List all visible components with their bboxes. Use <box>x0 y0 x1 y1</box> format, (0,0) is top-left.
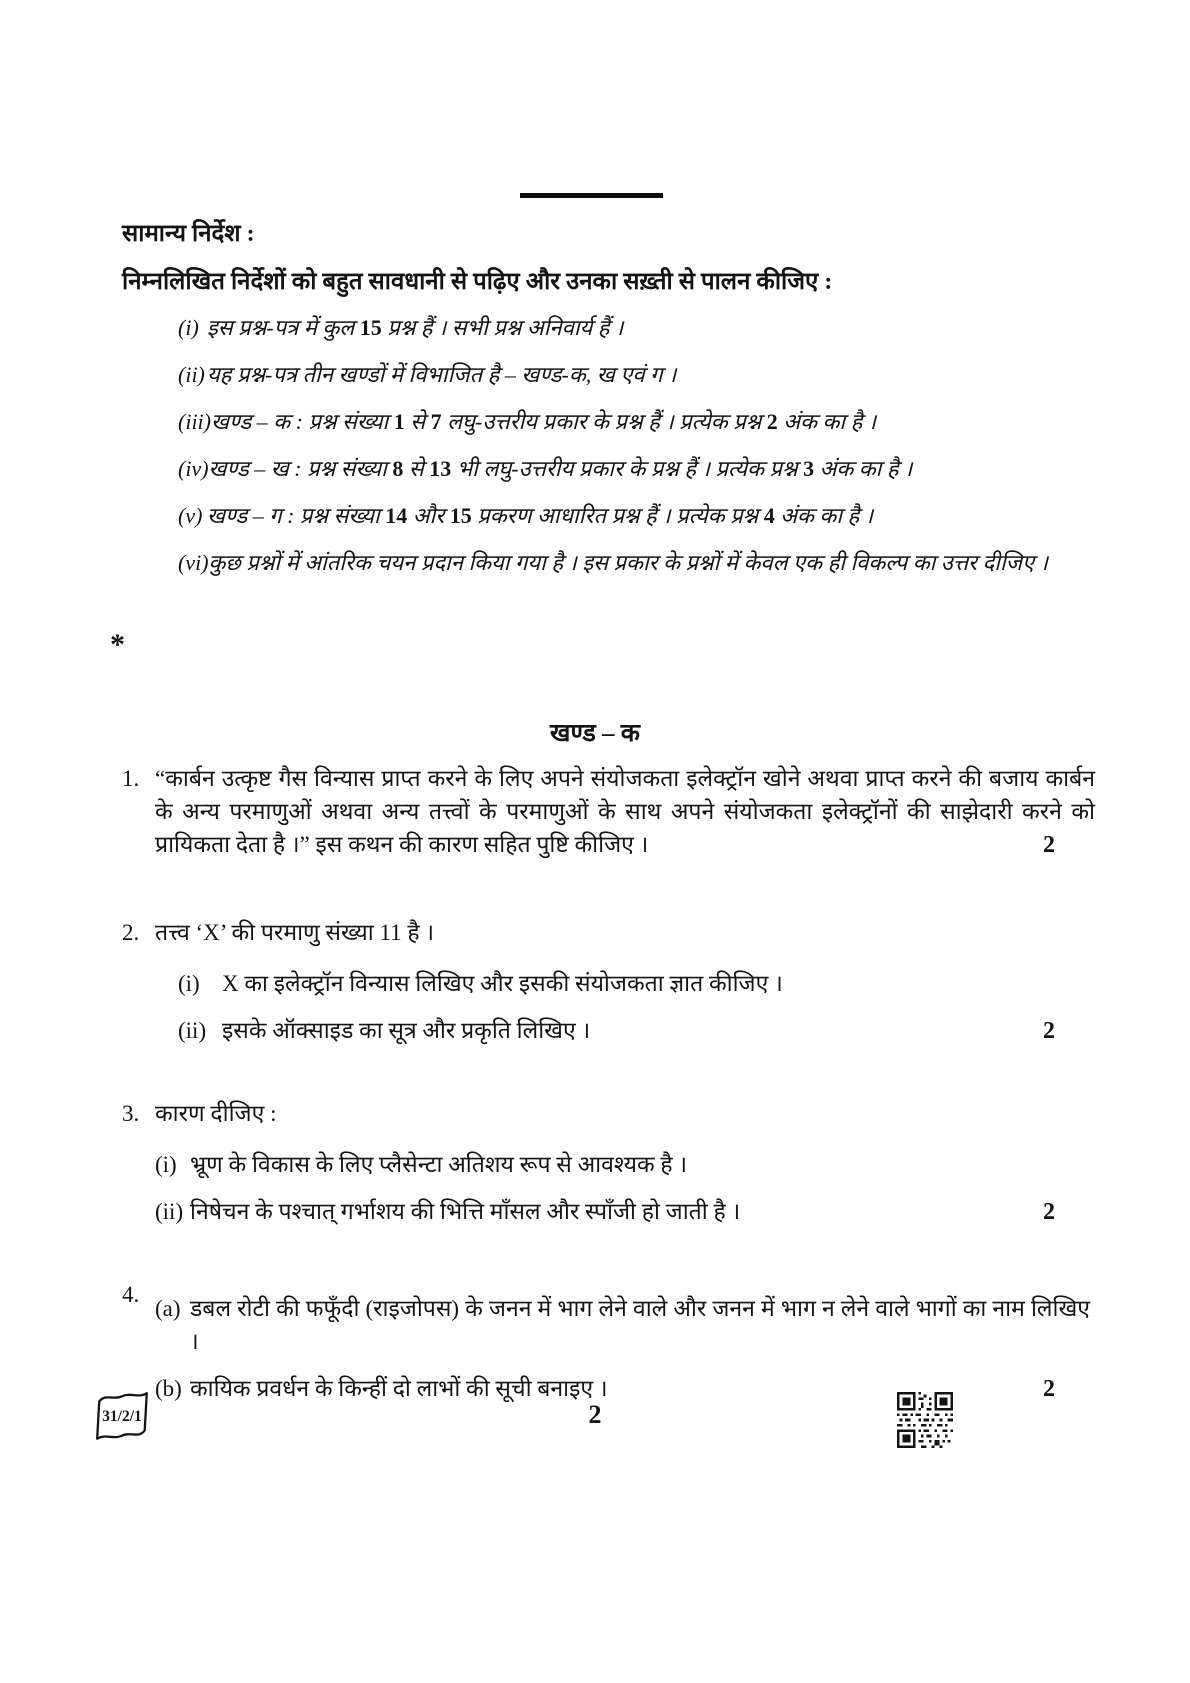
question-number: 4. <box>122 1282 140 1307</box>
question-number: 2. <box>122 920 140 945</box>
header-divider <box>520 193 663 198</box>
page-number: 2 <box>588 1400 602 1429</box>
general-instructions-note: निम्नलिखित निर्देशों को बहुत सावधानी से पढ़िए और उनका सख़्ती से पालन कीजिए : <box>122 269 833 295</box>
instruction-item-5 <box>178 500 1073 531</box>
question-3 <box>122 1097 1135 1228</box>
question-4 <box>122 1278 1135 1405</box>
question-part-ii <box>122 1014 1135 1047</box>
instruction-text: खण्ड – ख : प्रश्न संख्या 8 से 13 भी लघु-उत्तरीय प्रकार के प्रश्न हैं । प्रत्येक प्रश्न 3 अंक का है । <box>208 456 913 481</box>
section-heading: खण्ड – क <box>550 720 640 747</box>
instruction-numeral: (iv) <box>178 456 209 481</box>
instruction-numeral: (iii) <box>178 409 211 434</box>
number-text: 7 <box>430 409 442 434</box>
marks-badge: 2 <box>1043 832 1055 858</box>
instruction-numeral: (ii) <box>178 362 205 387</box>
question-text: तत्त्व ‘X’ की परमाणु संख्या 11 है । <box>155 920 435 945</box>
number-text: 3 <box>803 456 815 481</box>
footnote-asterisk: * <box>110 628 125 661</box>
question-part-i <box>122 967 1135 1000</box>
instruction-numeral: (v) <box>178 503 203 528</box>
instruction-text: कुछ प्रश्नों में आंतरिक चयन प्रदान किया गया है । इस प्रकार के प्रश्नों में केवल एक ही विकल्प का उत्तर दीजिए । <box>208 550 1048 575</box>
part-label: (i) <box>178 971 200 996</box>
instruction-item-2 <box>178 359 1073 390</box>
part-label: (a) <box>155 1296 181 1321</box>
instruction-text: यह प्रश्न-पत्र तीन खण्डों में विभाजित है – खण्ड-क, ख एवं ग । <box>207 362 677 387</box>
instruction-item-4 <box>178 453 1073 484</box>
part-text: डबल रोटी की फफूँदी (राइजोपस) के जनन में भाग लेने वाले और जनन में भाग न लेने वाले भागों का नाम लिखिए । <box>190 1296 1090 1354</box>
number-text: 14 <box>385 503 408 528</box>
part-label: (b) <box>155 1376 182 1401</box>
paper-code: 31/2/1 <box>102 1408 142 1426</box>
instruction-numeral: (vi) <box>178 550 209 575</box>
question-number: 3. <box>122 1101 140 1126</box>
instruction-text: इस प्रश्न-पत्र में कुल 15 प्रश्न हैं । सभी प्रश्न अनिवार्य हैं । <box>207 315 624 340</box>
number-text: 2 <box>766 409 778 434</box>
marks-badge: 2 <box>1043 1018 1055 1044</box>
part-text: इसके ऑक्साइड का सूत्र और प्रकृति लिखिए । <box>222 1018 591 1043</box>
instruction-item-3 <box>178 406 1073 437</box>
question-number: 1. <box>122 766 140 791</box>
question-2 <box>122 916 1135 1047</box>
marks-badge: 2 <box>1043 1199 1055 1225</box>
number-text: 15 <box>449 503 472 528</box>
question-part-ii <box>122 1195 1135 1228</box>
part-label: (ii) <box>178 1018 207 1043</box>
question-part-i <box>122 1148 1135 1181</box>
question-text: कारण दीजिए : <box>155 1101 277 1126</box>
part-text: कायिक प्रवर्धन के किन्हीं दो लाभों की सूची बनाइए । <box>190 1376 608 1401</box>
question-1 <box>122 762 1135 861</box>
number-text: 4 <box>763 503 775 528</box>
instruction-item-1 <box>178 312 1073 343</box>
number-text: 15 <box>359 315 382 340</box>
number-text: 8 <box>392 456 404 481</box>
number-text: 1 <box>393 409 405 434</box>
part-text: X का इलेक्ट्रॉन विन्यास लिखिए और इसकी संयोजकता ज्ञात कीजिए । <box>222 971 783 996</box>
part-label: (ii) <box>155 1199 184 1224</box>
qr-code-icon <box>897 1392 953 1448</box>
part-text: निषेचन के पश्चात् गर्भाशय की भित्ति माँसल और स्पाँजी हो जाती है । <box>190 1199 741 1224</box>
instruction-numeral: (i) <box>178 315 199 340</box>
question-text: “कार्बन उत्कृष्ट गैस विन्यास प्राप्त करने के लिए अपने संयोजकता इलेक्ट्रॉन खोने अथवा प्राप्त करने की बजाय कार्बन के अन्य परमाणुओं अथवा अन्य तत्त्वों के परमाणुओं के साथ अपने संयोजकता इलेक्ट्रॉनों की साझेदारी करने को प्रायिकता देता है ।” इस कथन की कारण सहित पुष्टि कीजिए । <box>155 766 1095 857</box>
instruction-item-6 <box>178 547 1073 578</box>
general-instructions-list <box>178 312 1073 594</box>
part-label: (i) <box>155 1152 177 1177</box>
number-text: 13 <box>429 456 452 481</box>
question-part-a <box>122 1292 1135 1358</box>
instruction-text: खण्ड – क : प्रश्न संख्या 1 से 7 लघु-उत्तरीय प्रकार के प्रश्न हैं । प्रत्येक प्रश्न 2 अंक का है । <box>211 409 877 434</box>
part-text: भ्रूण के विकास के लिए प्लैसेन्टा अतिशय रूप से आवश्यक है । <box>190 1152 688 1177</box>
general-instructions-heading: सामान्य निर्देश : <box>122 221 255 247</box>
instruction-text: खण्ड – ग : प्रश्न संख्या 14 और 15 प्रकरण आधारित प्रश्न हैं । प्रत्येक प्रश्न 4 अंक का है । <box>207 503 874 528</box>
marks-badge: 2 <box>1043 1376 1055 1402</box>
